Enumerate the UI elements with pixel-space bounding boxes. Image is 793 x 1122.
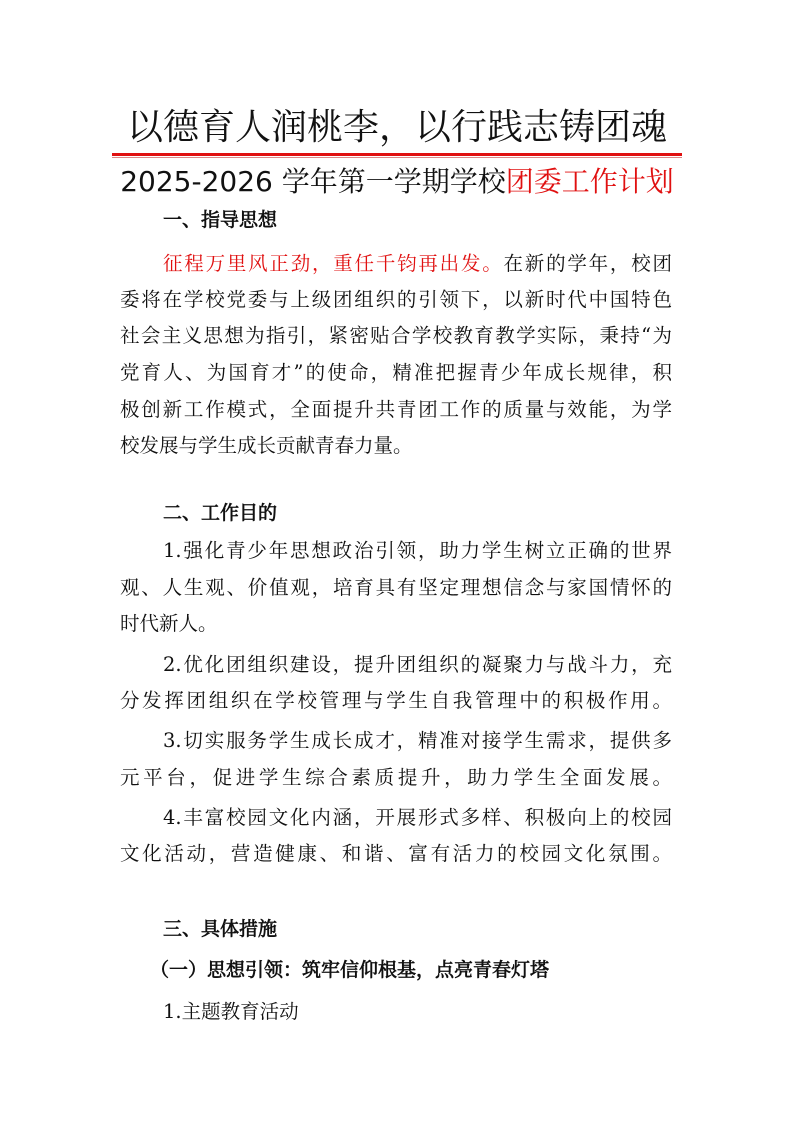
goal-line: 3.切实服务学生成长成才，精准对接学生需求，提供多: [163, 729, 672, 752]
section-heading-2: 二、工作目的: [163, 502, 278, 524]
subtitle-red: 团委工作计划: [505, 165, 674, 198]
goal-line: 时代新人。: [120, 612, 218, 635]
paragraph-line: 委将在学校党委与上级团组织的引领下，以新时代中国特色: [120, 288, 672, 311]
subsection-heading: （一）思想引领：筑牢信仰根基，点亮青春灯塔: [150, 959, 550, 981]
goal-line: 元平台，促进学生综合素质提升，助力学生全面发展。: [120, 766, 672, 789]
paragraph-line: 党育人、为国育才”的使命，精准把握青少年成长规律，积: [120, 361, 672, 384]
paragraph-line: 极创新工作模式，全面提升共青团工作的质量与效能，为学: [120, 398, 672, 421]
subtitle-black: 2025-2026 学年第一学期学校: [120, 165, 506, 198]
divider-shadow: [112, 157, 682, 158]
paragraph-line: 社会主义思想为指引，紧密贴合学校教育教学实际，秉持“为: [120, 324, 672, 347]
doc-title: 以德育人润桃李，以行践志铸团魂: [126, 107, 667, 148]
item-heading: 1.主题教育活动: [163, 1000, 299, 1023]
paragraph-line: 校发展与学生成长贡献青春力量。: [120, 434, 413, 457]
goal-line: 2.优化团组织建设，提升团组织的凝聚力与战斗力，充: [163, 653, 672, 676]
doc-subtitle: [57, 164, 737, 200]
red-lead-text: 征程万里风正劲，重任千钧再出发。: [163, 252, 504, 275]
goal-line: 观、人生观、价值观，培育具有坚定理想信念与家国情怀的: [120, 576, 672, 599]
goal-line: 4.丰富校园文化内涵，开展形式多样、积极向上的校园: [163, 806, 672, 829]
red-divider: [112, 153, 682, 156]
section-heading-1: 一、指导思想: [163, 209, 278, 231]
goal-line: 1.强化青少年思想政治引领，助力学生树立正确的世界: [163, 539, 672, 562]
goal-line: 文化活动，营造健康、和谐、富有活力的校园文化氛围。: [120, 842, 672, 865]
section-heading-3: 三、具体措施: [163, 918, 278, 940]
goal-line: 分发挥团组织在学校管理与学生自我管理中的积极作用。: [120, 689, 672, 712]
text: 在新的学年，校团: [503, 252, 672, 275]
paragraph-line: [163, 249, 672, 279]
